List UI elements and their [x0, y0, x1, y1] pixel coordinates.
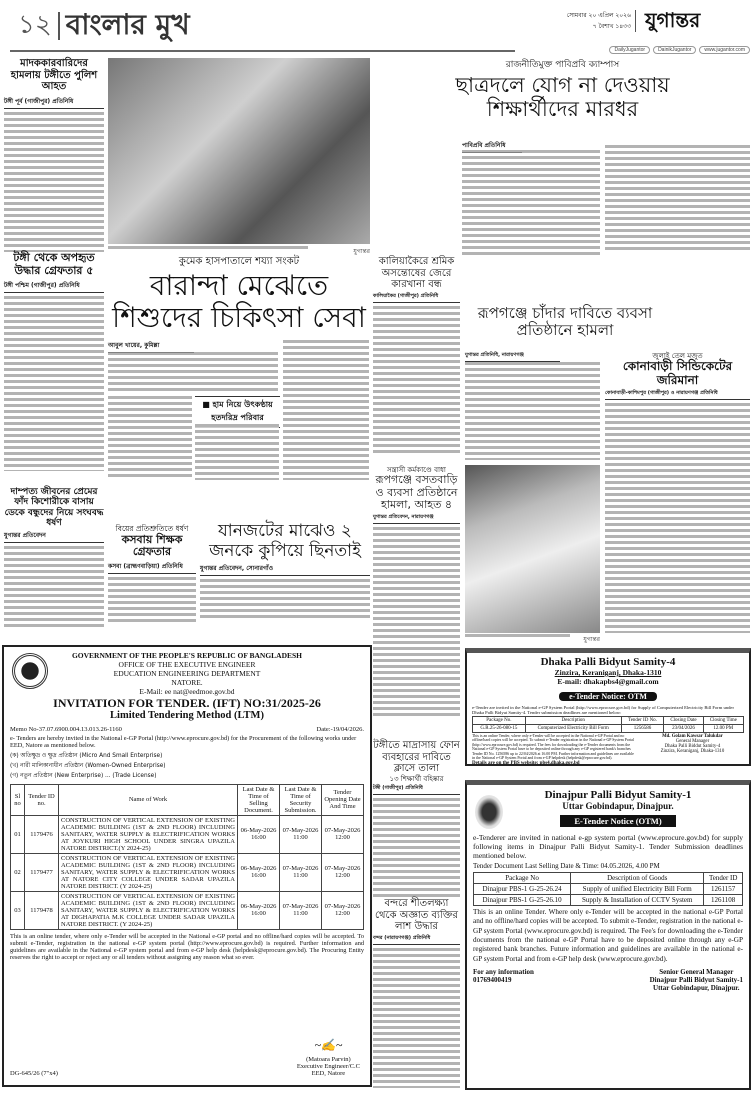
place: NATORE. — [171, 678, 203, 687]
body-text — [373, 948, 460, 1088]
table-row: Dinajpur PBS-1 G-25-26.24 Supply of unified Electricity Bill Form 1261157 — [474, 884, 743, 895]
org-email: E-mail: dhakapbs4@gmail.com — [557, 677, 659, 686]
department: EDUCATION ENGINEERING DEPARTMENT — [113, 669, 261, 678]
byline: বন্দর (নারায়ণগঞ্জ) প্রতিনিধি — [373, 935, 460, 945]
body-text — [605, 145, 750, 250]
twitter-link[interactable]: DailyJugantor — [609, 46, 650, 54]
org-title: Dhaka Palli Bidyut Samity-4 — [540, 656, 676, 668]
kumek-byline: আবুল খায়ের, কুমিল্লা — [108, 340, 194, 353]
headline: বন্দরে শীতলক্ষ্যা থেকে অজ্ঞাত ব্যক্তির লাশ উদ্ধার — [374, 898, 459, 932]
col-header: Last Date & Time of Security Submission. — [280, 784, 322, 815]
pullquote: ■ হাম নিয়ে উৎকণ্ঠায় হতদরিদ্র পরিবার — [195, 396, 280, 428]
body-text — [283, 340, 369, 480]
headline: কসবায় শিক্ষক গ্রেফতার — [121, 532, 183, 559]
tender-body: This is an online Tender, where only e-Tender will be accepted in the National e-GP Portal and no offline/hard copies will be accepted. To submit e-Tender registration in the National e-GP System Portal (http://www.eprocure.gov.bd) is required. The fees for downloading the e-Tender documents from the National e-GP System Portal have to be deposited online through any e-GP registered bank's branches Tender ID No. 1256586 up to 22/04/2026 at 16.00 PM. Further information and guidelines are available in the National e-GP System Portal and from e-GP helpdesk (helpdesk@eprocure.gov.bd). — [472, 734, 634, 761]
office: OFFICE OF THE EXECUTIVE ENGINEER — [118, 660, 256, 669]
headline: রূপগঞ্জে বসতবাড়ি ও ব্যবসা প্রতিষ্ঠানে হামলা, আহত ৪ — [375, 473, 458, 512]
intro: e- Tenders are hereby invited in the National e-GP Portal (http://www.eprocure.gov.bd) for the Procurement of the following works under EED, Natore as mentioned below. — [10, 734, 357, 749]
kicker: বিয়ের প্রতিশ্রুতিতে ধর্ষণ — [115, 524, 189, 533]
gov-title: GOVERNMENT OF THE PEOPLE'S REPUBLIC OF BANGLADESH — [71, 651, 303, 660]
page-number: ১২ — [18, 10, 52, 40]
tender-notice-dinajpur-pbs — [465, 780, 751, 1090]
notice-badge: E-Tender Notice (OTM) — [560, 815, 675, 827]
headline: ছাত্রদলে যোগ না দেওয়ায় শিক্ষার্থীদের মারধর — [455, 73, 670, 122]
story-pabipro — [375, 60, 750, 122]
story-kaliakoir — [373, 256, 460, 456]
byline: যুগান্তর প্রতিবেদন — [4, 530, 104, 543]
note: (খ) নারী মালিকানাধীন প্রতিষ্ঠান (Women-Owned Enterprise) — [10, 762, 166, 769]
body-text — [108, 577, 196, 625]
byline: কসবা (ব্রাহ্মণবাড়িয়া) প্রতিনিধি — [108, 561, 196, 574]
headline: বারান্দা মেঝেতে শিশুদের চিকিৎসা সেবা — [112, 268, 366, 334]
col-header: Sl no — [11, 784, 25, 815]
body-text — [200, 579, 370, 619]
newspaper-logo: যুগান্তর — [645, 8, 701, 32]
body-text — [195, 424, 279, 480]
kicker: জুলাই তেল মজুত — [652, 352, 703, 360]
tender-table — [10, 784, 364, 930]
note: (ক) অতিক্ষুদ্র ও ক্ষুদ্র প্রতিষ্ঠান (Micro And Small Enterprise) — [10, 752, 163, 759]
subhead: ১৩ শিক্ষার্থী বহিষ্কার — [389, 774, 444, 783]
table-row: 03 1179478 CONSTRUCTION OF VERTICAL EXTENSION OF EXISTING ACADEMIC BUILDING (1ST & 2ND FLOOR) INCLUDING SANITARY, WATER SUPPLY & ELECTRIFICATION WORKS AT DIGHAPATIA M.K COLLEGE UNDER SADAR UPAZILA NATORE DISTRICT. (Y 2024-25) 06-May-2026 16:00 07-May-2026 11:00 07-May-2026 12:00 — [11, 891, 364, 929]
date-gregorian: সোমবার ২০ এপ্রিল ২০২৬ — [566, 12, 631, 19]
tender-body: This is an online Tender. Where only e-Tender will be accepted in the national e-GP Portal and no offline/hard copies will be accepted. To submit e-Tender, registration in the national e-GP system Portal (www.eprocure.gov.bd) is required. The Fee's for downloading the e-Tender documents from the national e-GP Portal have to be deposited online through any e-GP registered bank branches. Future information and guidelines are available in the national e-GP system Portal and from e-GP help desk (www.eprocure.gov.bd). — [473, 908, 743, 963]
col-header: Last Date & Time of Selling Document. — [238, 784, 280, 815]
signature-block: Senior General Manager Dinajpur Palli Bidyut Samity-1 Uttar Gobindapur, Dinajpur. — [649, 968, 743, 993]
photo-credit: যুগান্তর — [353, 248, 370, 255]
col-header: Name of Work — [59, 784, 238, 815]
byline: যুগান্তর প্রতিবেদন, নারায়ণগঞ্জ — [373, 514, 460, 524]
story-bandar — [373, 898, 460, 1088]
issue-date — [540, 10, 636, 32]
byline: কোনাবাড়ী-কাশিমপুর (গাজীপুর) ও নারায়ণগঞ্জ প্রতিনিধি — [605, 390, 750, 400]
headline: কোনাবাড়ী সিন্ডিকেটের জরিমানা — [622, 359, 733, 387]
story-kumek — [108, 256, 370, 334]
col-header: Tender Opening Date And Time — [322, 784, 364, 815]
story-konabari — [605, 352, 750, 633]
body-text — [373, 527, 460, 717]
body-text — [4, 112, 104, 252]
notice-badge: e-Tender Notice: OTM — [559, 692, 657, 701]
byline: টঙ্গী পূর্ব (গাজীপুর) প্রতিনিধি — [4, 96, 104, 109]
website-link[interactable]: www.jugantor.com — [699, 46, 750, 54]
headline: টঙ্গী থেকে অপহৃত উদ্ধার গ্রেফতার ৫ — [13, 251, 95, 277]
body-text — [108, 396, 192, 480]
intro: e-Tender are invited in the National e-GP System Portal (http://www.eprocure.gov.bd) for Supply of Computerized Electricity Bill Form under Dhaka Palli Bidyut Samity-4. Tender submission deadlines are mentioned below: — [472, 705, 734, 715]
tender-method: Limited Tendering Method (LTM) — [110, 710, 264, 722]
news-photo-cart — [108, 58, 370, 244]
byline: কালিয়াকৈর (গাজীপুর) প্রতিনিধি — [373, 293, 460, 303]
date-bengali: ৭ বৈশাখ ১৪৩৩ — [592, 23, 631, 30]
byline: টঙ্গী (গাজীপুর) প্রতিনিধি — [373, 785, 460, 795]
org-address: Zinzira, Keraniganj, Dhaka-1310 — [554, 668, 662, 677]
tender-footer: This is an online tender, where only e-Tender will be accepted in the National e-GP portal and no offline/hard copies will be accepted. To submit e-Tender, registration in the national e-GP system portal (http://www.eprocure.gov.bd) is required. Further information and guidelines are available in the National e-GP system portal and from e-GP help desk (helpdesk@eprocure.gov.bd). The Procuring Entity reserves the right to accept or reject any or all tenders without assigning any reason what so ever. — [10, 932, 364, 961]
contact-info: For any information 01769400419 — [473, 968, 534, 985]
pabipro-byline: পাবিপ্রবি প্রতিনিধি — [462, 140, 522, 153]
headline: টঙ্গীতে মাদ্রাসায় ফোন ব্যবহারের দাবিতে ক্লাসে তালা — [373, 740, 460, 774]
body-text — [4, 296, 104, 471]
signature-icon: ~✍~ — [314, 1038, 343, 1052]
headline: কালিয়াকৈরে শ্রমিক অসন্তোষের জেরে কারখানা বন্ধ — [378, 256, 455, 290]
col-header: Tender ID no. — [25, 784, 59, 815]
last-selling-date: Tender Document Last Selling Date & Time: 04.05.2026, 4.00 PM — [473, 862, 660, 870]
body-text — [462, 150, 600, 258]
byline: টঙ্গী পশ্চিম (গাজীপুর) প্রতিনিধি — [4, 280, 104, 293]
section-title: বাংলার মুখ — [65, 7, 190, 41]
headline: রূপগঞ্জে চাঁদার দাবিতে ব্যবসা প্রতিষ্ঠানে হামলা — [477, 304, 653, 340]
signature-block: Md. Golam Kawsar Talukdar General Manager Dhaka Palli Biddut Samity-4 Zinzira, Keraniganj, Dhaka-1310 — [660, 734, 725, 754]
photo-caption — [465, 634, 600, 645]
pbs-logo-icon — [475, 795, 503, 829]
kicker: রাজনীতিমুক্ত পাবিপ্রবি ক্যাম্পাস — [505, 60, 620, 70]
intro: e-Tenderer are invited in national e-gp system portal (www.eprocure.gov.bd) for supply following items in Dinajpur Palli Bidyut Samity-1. Tender Submission deadlines mentioned below. — [473, 833, 743, 860]
header-rule — [10, 50, 515, 52]
story-madrasa — [373, 740, 460, 898]
table-row: Dinajpur PBS-1 G-25-26.10 Supply & Installation of CCTV System 1261108 — [474, 895, 743, 906]
story-tongi-police — [4, 58, 104, 252]
tender-notice-dhaka-pbs — [465, 648, 751, 766]
byline: যুগান্তর প্রতিবেদন, সোনারগাঁও — [200, 563, 370, 576]
story-tongi-rescue — [4, 252, 104, 471]
body-text — [4, 546, 104, 630]
memo-date: Date:-19/04/2026. — [316, 725, 364, 733]
kicker: সন্ত্রাসী কর্মকাণ্ডে বাধা — [387, 466, 446, 474]
masthead — [18, 6, 190, 46]
story-jam — [200, 522, 370, 619]
social-links — [520, 36, 750, 55]
org-address: Uttar Gobindapur, Dinajpur. — [562, 801, 674, 811]
table-row: 02 1179477 CONSTRUCTION OF VERTICAL EXTENSION OF EXISTING ACADEMIC BUILDING (1ST & 2ND FLOOR) INCLUDING SANITARY, WATER SUPPLY & ELECTRIFICATION WORKS AT NATORE CITY COLLEGE UNDER SADAR UPAZILA NATORE DISTRICT. (Y 2024-25) 06-May-2026 16:00 07-May-2026 11:00 07-May-2026 12:00 — [11, 853, 364, 891]
story-kishori — [4, 487, 104, 630]
body-text — [465, 362, 600, 460]
body-text — [373, 798, 460, 898]
details-link[interactable]: Details are on the PBS website: pbs4.dhaka.gov.bd — [472, 760, 580, 766]
signature-block: ~✍~ (Matoara Parvin) Executive Engineer/C.C EED, Natore — [296, 1038, 360, 1077]
tender-title: INVITATION FOR TENDER. (IFT) NO:31/2025-26 — [53, 696, 321, 710]
story-rupganj-attack — [373, 466, 460, 717]
story-rupganj-chanda — [465, 305, 665, 340]
headline: যানজটের মাঝেও ২ জনকে কুপিয়ে ছিনতাই — [209, 521, 361, 561]
headline: মাদককারবারিদের হামলায় টঙ্গীতে পুলিশ আহত — [10, 58, 98, 92]
email: E-Mail: ee nat@eedmoe.gov.bd — [139, 687, 235, 696]
facebook-link[interactable]: DainikJugantor — [653, 46, 696, 54]
body-text — [373, 306, 460, 456]
rupganj-chanda-byline: যুগান্তর প্রতিনিধি, নারায়ণগঞ্জ — [465, 352, 560, 362]
tender-table: Package No. Description Tender ID No. Closing Date Closing Time G.R.25-26-080-15 Computerized Electricity Bill Form 1256586 23/04/2026 12.00 PM — [472, 716, 744, 733]
tender-notice-eed — [2, 645, 372, 1087]
kicker: কুমেক হাসপাতালে শয্যা সংকট — [178, 256, 300, 267]
org-title: Dinajpur Palli Bidyut Samity-1 — [544, 789, 692, 801]
bangladesh-seal-icon — [12, 653, 48, 689]
body-text — [605, 403, 750, 633]
headline: দাম্পত্য জীবনের প্রেমের ফাঁদ কিশোরীকে বাসায় ডেকে বন্ধুদের নিয়ে সংঘবদ্ধ ধর্ষণ — [4, 487, 104, 529]
photo-credit: যুগান্তর — [583, 636, 600, 643]
tender-table: Package No Description of Goods Tender ID Dinajpur PBS-1 G-25-26.24 Supply of unified Electricity Bill Form 1261157 Dinajpur PBS-1 G-25-26.10 Supply & Installation of CCTV System 1261108 — [473, 872, 743, 906]
story-kasba — [108, 525, 196, 625]
table-row: G.R.25-26-080-15 Computerized Electricity Bill Form 1256586 23/04/2026 12.00 PM — [473, 725, 744, 733]
ad-reference: DG-645/26 (7"x4) — [10, 1070, 58, 1077]
memo-number: Memo No-37.07.6900.004.13.013.26-1160 — [10, 725, 122, 733]
news-photo-elderly — [465, 465, 600, 633]
note: (গ) নতুন প্রতিষ্ঠান (New Enterprise) ... (Trade License) — [10, 772, 157, 779]
body-text — [108, 352, 278, 392]
table-row: 01 1179476 CONSTRUCTION OF VERTICAL EXTENSION OF EXISTING ACADEMIC BUILDING (1ST & 2ND FLOOR) INCLUDING SANITARY, WATER SUPPLY & ELECTRIFICATION WORKS AT JOYKURI HIGH SCHOOL UNDER SINGRA UPAZILA NATORE DISTRICT.(Y 2024-25) 06-May-2026 16:00 07-May-2026 11:00 07-May-2026 12:00 — [11, 815, 364, 853]
